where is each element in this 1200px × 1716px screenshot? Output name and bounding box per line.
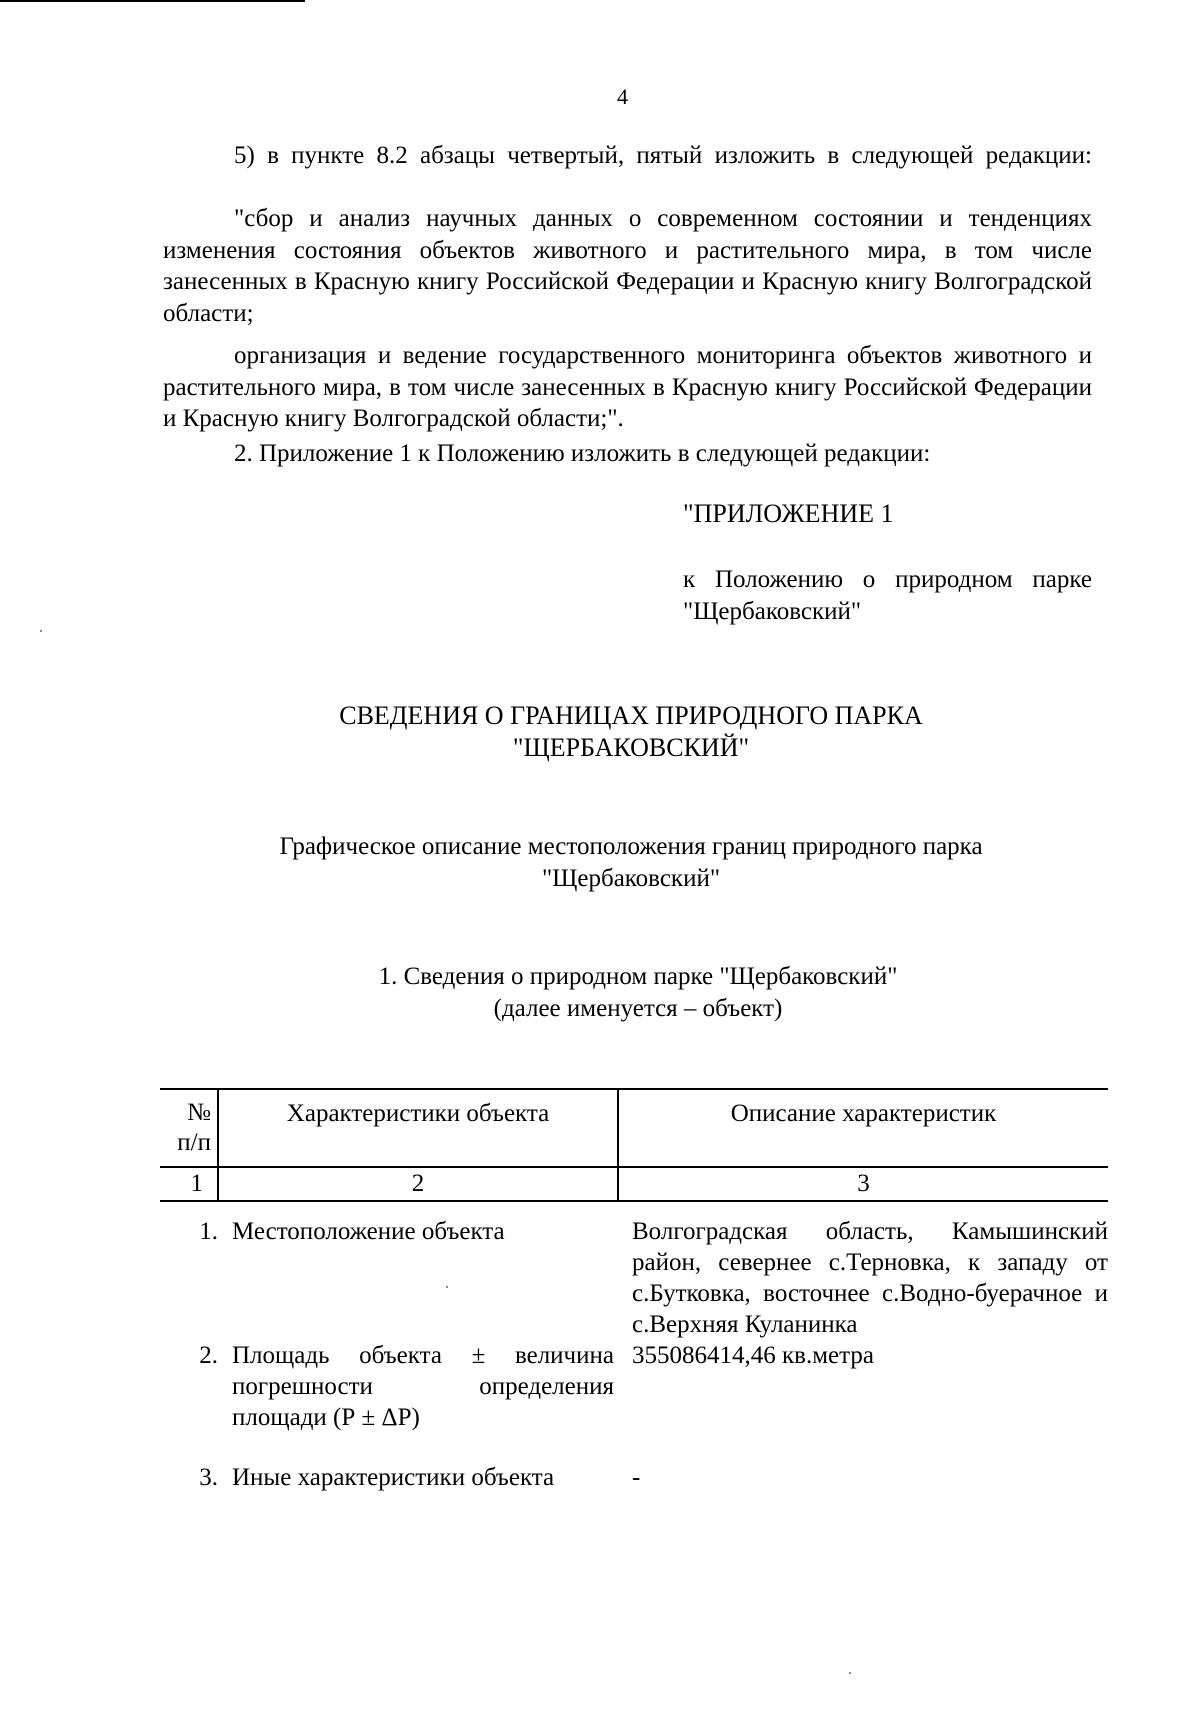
appendix-reference: к Положению о природном парке "Щербаковский" [683,566,1092,625]
header-number-abbrev: п/п [177,1129,211,1156]
section-title [0,961,1200,1024]
header-description-label: Описание характеристик [730,1100,997,1127]
document-heading [0,700,1200,764]
object-info-table [160,1088,1108,1493]
page-number: 4 [617,84,628,109]
table-row [160,1340,1108,1462]
scan-edge-line [0,0,305,2]
table-row [160,1462,1108,1493]
row-value: Волгоградская область, Камышинский район, севернее с.Терновка, к западу от с.Бутковка, восточнее с.Водно-буерачное и с.Верхняя Куланинка [632,1218,1108,1338]
section-title-line-2: (далее именуется – объект) [493,994,783,1022]
row-number: 3. [199,1464,218,1491]
paragraph-data-collection: "сбор и анализ научных данных о современном состоянии и тенденциях изменения состояния объектов животного и растительного мира, в том числе занесенных в Красную книгу Российской Федерации и Красную книгу Волгоградской области; [163,205,1092,327]
section-title-line-1: 1. Сведения о природном парке "Щербаковский" [378,963,898,990]
table-row [160,1201,1108,1340]
table-index-row [160,1167,1108,1201]
header-description [618,1089,1108,1167]
header-characteristics [218,1089,618,1167]
paragraph-monitoring: организация и ведение государственного мониторинга объектов животного и растительного мира, в том числе занесенных в Красную книгу Российской Федерации и Красную книгу Волгоградской области;". [163,342,1092,432]
paragraph-amendment-intro: 5) в пункте 8.2 абзацы четвертый, пятый изложить в следующей редакции: [234,142,1092,169]
table-header-row [160,1089,1108,1167]
graphic-description-line-2: "Щербаковский" [541,864,721,892]
row-number: 1. [199,1218,218,1245]
row-label: Площадь объекта ± величина погрешности определения площади (Р ± ΔР) [232,1342,614,1431]
document-heading-line-2: "ЩЕРБАКОВСКИЙ" [512,733,750,762]
paragraph-appendix-change: 2. Приложение 1 к Положению изложить в следующей редакции: [234,440,931,467]
index-cell: 2 [218,1167,618,1201]
header-number-symbol: № [187,1099,211,1126]
row-label: Иные характеристики объекта [232,1464,555,1491]
graphic-description-line-1: Графическое описание местоположения границ природного парка [279,833,983,860]
row-value: - [632,1464,641,1491]
document-heading-line-1: СВЕДЕНИЯ О ГРАНИЦАХ ПРИРОДНОГО ПАРКА [339,701,923,730]
header-number [160,1089,218,1167]
row-value: 355086414,46 кв.метра [632,1342,874,1369]
row-label: Местоположение объекта [232,1218,505,1245]
scan-speck [446,1286,448,1288]
graphic-description-heading [0,831,1200,894]
scan-speck [849,1672,851,1674]
header-characteristics-label: Характеристики объекта [286,1100,550,1127]
appendix-title: "ПРИЛОЖЕНИЕ 1 [683,499,894,528]
index-cell: 3 [618,1167,1108,1201]
row-number: 2. [199,1342,218,1369]
scan-speck [40,630,42,632]
index-cell: 1 [160,1167,218,1201]
